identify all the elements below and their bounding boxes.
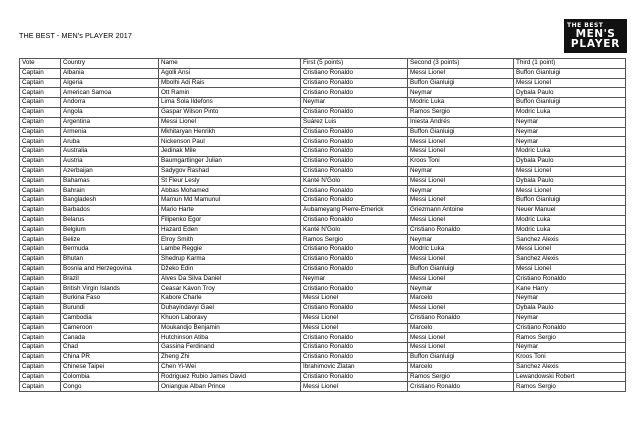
country-cell: American Samoa [61,88,159,98]
first-choice-cell: Cristiano Ronaldo [301,196,408,206]
table-row [20,254,626,264]
vote-cell: Captain [20,117,61,127]
first-choice-cell: Cristiano Ronaldo [301,186,408,196]
name-cell: Hutchinson Atiba [159,333,301,343]
country-cell: Bosnia and Herzegovina [61,264,159,274]
third-choice-cell: Ramos Sergio [514,333,626,343]
header-country: Country [61,59,159,69]
table-row [20,107,626,117]
name-cell: Alves Da Silva Daniel [159,274,301,284]
vote-cell: Captain [20,176,61,186]
name-cell: Filipenko Egor [159,215,301,225]
vote-cell: Captain [20,303,61,313]
country-cell: Chad [61,343,159,353]
country-cell: Chinese Taipei [61,362,159,372]
third-choice-cell: Messi Lionel [514,186,626,196]
vote-cell: Captain [20,186,61,196]
vote-cell: Captain [20,225,61,235]
second-choice-cell: Neymar [408,88,514,98]
first-choice-cell: Ramos Sergio [301,235,408,245]
name-cell: Džeko Edin [159,264,301,274]
name-cell: Mkhitaryan Henrikh [159,127,301,137]
third-choice-cell: Dybala Paulo [514,156,626,166]
name-cell: Shedrup Karma [159,254,301,264]
country-cell: Austria [61,156,159,166]
third-choice-cell: Neymar [514,313,626,323]
vote-cell: Captain [20,147,61,157]
vote-cell: Captain [20,245,61,255]
country-cell: Brazil [61,274,159,284]
table-row [20,98,626,108]
country-cell: Bahrain [61,186,159,196]
name-cell: Kabore Charle [159,294,301,304]
table-row [20,235,626,245]
table-row [20,137,626,147]
first-choice-cell: Cristiano Ronaldo [301,303,408,313]
third-choice-cell: Modric Luka [514,147,626,157]
first-choice-cell: Neymar [301,98,408,108]
third-choice-cell: Messi Lionel [514,264,626,274]
second-choice-cell: Buffon Gianluigi [408,127,514,137]
first-choice-cell: Messi Lionel [301,313,408,323]
name-cell: Rodriguez Rubio James David [159,372,301,382]
country-cell: Argentina [61,117,159,127]
country-cell: Bermuda [61,245,159,255]
table-row [20,127,626,137]
table-row [20,294,626,304]
country-cell: Aruba [61,137,159,147]
table-row [20,88,626,98]
third-choice-cell: Buffon Gianluigi [514,196,626,206]
vote-cell: Captain [20,333,61,343]
name-cell: Mamun Md Mamunul [159,196,301,206]
first-choice-cell: Cristiano Ronaldo [301,264,408,274]
country-cell: Bangladesh [61,196,159,206]
second-choice-cell: Neymar [408,186,514,196]
second-choice-cell: Messi Lionel [408,254,514,264]
country-cell: Bahamas [61,176,159,186]
second-choice-cell: Neymar [408,166,514,176]
country-cell: Andorra [61,98,159,108]
country-cell: Belize [61,235,159,245]
second-choice-cell: Modric Luka [408,245,514,255]
first-choice-cell: Cristiano Ronaldo [301,137,408,147]
first-choice-cell: Kanté N'Golo [301,225,408,235]
table-row [20,303,626,313]
first-choice-cell: Cristiano Ronaldo [301,352,408,362]
country-cell: Canada [61,333,159,343]
second-choice-cell: Modric Luka [408,98,514,108]
first-choice-cell: Messi Lionel [301,294,408,304]
name-cell: Gassina Ferdinand [159,343,301,353]
logo-line-3: PLAYER [570,38,621,50]
name-cell: Jedinak Mile [159,147,301,157]
name-cell: Elroy Smith [159,235,301,245]
second-choice-cell: Buffon Gianluigi [408,264,514,274]
name-cell: Ceasar Kavon Troy [159,284,301,294]
name-cell: Lima Sola Ildefons [159,98,301,108]
logo-line-1: THE BEST [567,21,604,29]
name-cell: Chen Yi-Wei [159,362,301,372]
header-second: Second (3 points) [408,59,514,69]
first-choice-cell: Suárez Luis [301,117,408,127]
table-row [20,78,626,88]
third-choice-cell: Modric Luka [514,225,626,235]
table-row [20,225,626,235]
third-choice-cell: Neymar [514,117,626,127]
third-choice-cell: Neymar [514,137,626,147]
first-choice-cell: Messi Lionel [301,323,408,333]
first-choice-cell: Cristiano Ronaldo [301,284,408,294]
second-choice-cell: Cristiano Ronaldo [408,225,514,235]
header-first: First (5 points) [301,59,408,69]
vote-cell: Captain [20,352,61,362]
second-choice-cell: Cristiano Ronaldo [408,313,514,323]
second-choice-cell: Marcelo [408,294,514,304]
first-choice-cell: Aubameyang Pierre-Emerick [301,205,408,215]
country-cell: Cambodia [61,313,159,323]
third-choice-cell: Kane Harry [514,284,626,294]
second-choice-cell: Neymar [408,235,514,245]
first-choice-cell: Cristiano Ronaldo [301,147,408,157]
third-choice-cell: Buffon Gianluigi [514,68,626,78]
table-row [20,274,626,284]
second-choice-cell: Ramos Sergio [408,107,514,117]
table-row [20,362,626,372]
vote-cell: Captain [20,137,61,147]
second-choice-cell: Iniesta Andrés [408,117,514,127]
third-choice-cell: Modric Luka [514,107,626,117]
table-row [20,196,626,206]
name-cell: Gaspar Wilson Pinto [159,107,301,117]
second-choice-cell: Buffon Gianluigi [408,78,514,88]
first-choice-cell: Ibrahimovic Zlatan [301,362,408,372]
header-row [20,59,626,69]
header-third: Third (1 point) [514,59,626,69]
country-cell: Azerbaijan [61,166,159,176]
first-choice-cell: Cristiano Ronaldo [301,107,408,117]
third-choice-cell: Neymar [514,294,626,304]
name-cell: Mbolhi Adi Rais [159,78,301,88]
second-choice-cell: Ramos Sergio [408,372,514,382]
vote-cell: Captain [20,235,61,245]
second-choice-cell: Messi Lionel [408,147,514,157]
first-choice-cell: Cristiano Ronaldo [301,245,408,255]
name-cell: Zheng Zhi [159,352,301,362]
country-cell: Armenia [61,127,159,137]
the-best-logo [564,19,627,53]
third-choice-cell: Cristiano Ronaldo [514,274,626,284]
third-choice-cell: Ramos Sergio [514,382,626,392]
name-cell: St Fleur Lesly [159,176,301,186]
third-choice-cell: Sanchez Alexis [514,235,626,245]
second-choice-cell: Neymar [408,284,514,294]
vote-cell: Captain [20,156,61,166]
country-cell: Cameroon [61,323,159,333]
third-choice-cell: Dybala Paulo [514,88,626,98]
country-cell: Algeria [61,78,159,88]
table-row [20,147,626,157]
first-choice-cell: Cristiano Ronaldo [301,215,408,225]
name-cell: Duhayindavyi Gael [159,303,301,313]
second-choice-cell: Messi Lionel [408,215,514,225]
third-choice-cell: Kroos Toni [514,352,626,362]
vote-cell: Captain [20,372,61,382]
name-cell: Messi Lionel [159,117,301,127]
second-choice-cell: Messi Lionel [408,274,514,284]
third-choice-cell: Lewandowski Robert [514,372,626,382]
vote-cell: Captain [20,343,61,353]
country-cell: China PR [61,352,159,362]
third-choice-cell: Sanchez Alexis [514,254,626,264]
vote-cell: Captain [20,294,61,304]
vote-cell: Captain [20,215,61,225]
logo-line-2: MEN'S [575,27,616,40]
name-cell: Abbas Mohamed [159,186,301,196]
country-cell: Colombia [61,372,159,382]
header-vote: Vote [20,59,61,69]
second-choice-cell: Messi Lionel [408,343,514,353]
third-choice-cell: Buffon Gianluigi [514,98,626,108]
table-row [20,68,626,78]
vote-cell: Captain [20,78,61,88]
table-body [20,68,626,391]
table-row [20,264,626,274]
name-cell: Agolli Ansi [159,68,301,78]
vote-cell: Captain [20,68,61,78]
vote-cell: Captain [20,254,61,264]
third-choice-cell: Sanchez Alexis [514,362,626,372]
name-cell: Khuon Laboravy [159,313,301,323]
third-choice-cell: Messi Lionel [514,78,626,88]
name-cell: Ott Ramin [159,88,301,98]
first-choice-cell: Cristiano Ronaldo [301,343,408,353]
second-choice-cell: Marcelo [408,362,514,372]
vote-cell: Captain [20,274,61,284]
second-choice-cell: Buffon Gianluigi [408,352,514,362]
vote-cell: Captain [20,284,61,294]
table-row [20,156,626,166]
name-cell: Hazard Eden [159,225,301,235]
first-choice-cell: Cristiano Ronaldo [301,78,408,88]
country-cell: Burundi [61,303,159,313]
second-choice-cell: Messi Lionel [408,137,514,147]
first-choice-cell: Cristiano Ronaldo [301,127,408,137]
first-choice-cell: Cristiano Ronaldo [301,333,408,343]
table-row [20,186,626,196]
name-cell: Sadygov Rashad [159,166,301,176]
country-cell: Congo [61,382,159,392]
table-row [20,333,626,343]
header-name: Name [159,59,301,69]
vote-cell: Captain [20,88,61,98]
table-row [20,382,626,392]
country-cell: Burkina Faso [61,294,159,304]
name-cell: Lambe Reggie [159,245,301,255]
third-choice-cell: Messi Lionel [514,166,626,176]
vote-cell: Captain [20,313,61,323]
name-cell: Baumgartlinger Julian [159,156,301,166]
second-choice-cell: Messi Lionel [408,303,514,313]
second-choice-cell: Cristiano Ronaldo [408,382,514,392]
country-cell: British Virgin Islands [61,284,159,294]
second-choice-cell: Messi Lionel [408,176,514,186]
third-choice-cell: Dybala Paulo [514,176,626,186]
first-choice-cell: Cristiano Ronaldo [301,156,408,166]
vote-cell: Captain [20,127,61,137]
third-choice-cell: Modric Luka [514,215,626,225]
vote-cell: Captain [20,107,61,117]
name-cell: Mario Harte [159,205,301,215]
table-row [20,372,626,382]
third-choice-cell: Neymar [514,127,626,137]
first-choice-cell: Cristiano Ronaldo [301,166,408,176]
country-cell: Albania [61,68,159,78]
table-row [20,352,626,362]
table-row [20,313,626,323]
second-choice-cell: Griezmann Antoine [408,205,514,215]
table-row [20,205,626,215]
first-choice-cell: Cristiano Ronaldo [301,88,408,98]
country-cell: Australia [61,147,159,157]
vote-cell: Captain [20,362,61,372]
third-choice-cell: Dybala Paulo [514,303,626,313]
vote-cell: Captain [20,166,61,176]
name-cell: Moukandjo Benjamin [159,323,301,333]
country-cell: Bhutan [61,254,159,264]
second-choice-cell: Messi Lionel [408,196,514,206]
table-row [20,117,626,127]
first-choice-cell: Neymar [301,274,408,284]
table-row [20,176,626,186]
country-cell: Belgium [61,225,159,235]
third-choice-cell: Cristiano Ronaldo [514,323,626,333]
document-title: THE BEST - MEN's PLAYER 2017 [19,31,132,40]
vote-cell: Captain [20,196,61,206]
table-row [20,284,626,294]
vote-cell: Captain [20,98,61,108]
vote-cell: Captain [20,382,61,392]
country-cell: Barbados [61,205,159,215]
vote-cell: Captain [20,264,61,274]
vote-cell: Captain [20,323,61,333]
table-row [20,215,626,225]
first-choice-cell: Cristiano Ronaldo [301,254,408,264]
country-cell: Angola [61,107,159,117]
second-choice-cell: Messi Lionel [408,68,514,78]
votes-table [19,58,626,392]
name-cell: Oniangue Alban Prince [159,382,301,392]
third-choice-cell: Messi Lionel [514,245,626,255]
second-choice-cell: Kroos Toni [408,156,514,166]
table-row [20,166,626,176]
vote-cell: Captain [20,205,61,215]
first-choice-cell: Messi Lionel [301,382,408,392]
second-choice-cell: Marcelo [408,323,514,333]
third-choice-cell: Neymar [514,343,626,353]
table-row [20,343,626,353]
name-cell: Nickenson Paul [159,137,301,147]
table-row [20,323,626,333]
first-choice-cell: Kanté N'Golo [301,176,408,186]
second-choice-cell: Messi Lionel [408,333,514,343]
first-choice-cell: Cristiano Ronaldo [301,68,408,78]
country-cell: Belarus [61,215,159,225]
table-row [20,245,626,255]
third-choice-cell: Neuer Manuel [514,205,626,215]
first-choice-cell: Cristiano Ronaldo [301,372,408,382]
